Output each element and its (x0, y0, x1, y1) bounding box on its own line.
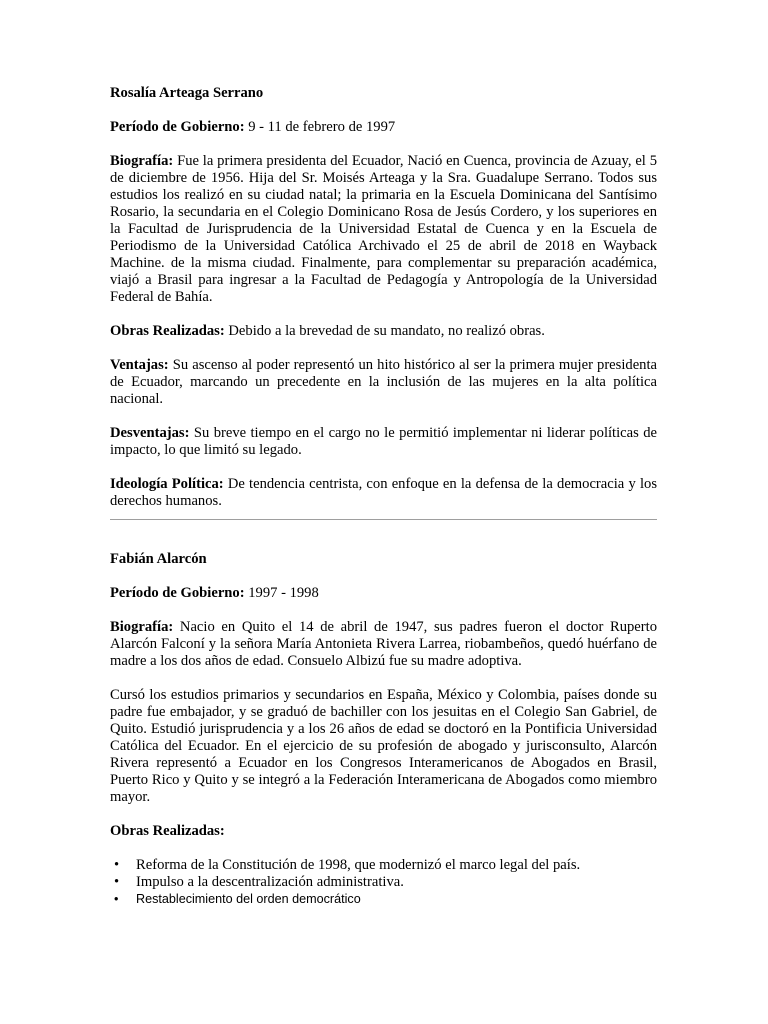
periodo-label: Período de Gobierno: (110, 585, 245, 601)
obras-label: Obras Realizadas: (110, 823, 225, 839)
list-item: • Reforma de la Constitución de 1998, que modernizó el marco legal del país. (136, 857, 657, 874)
ventajas-text: Su ascenso al poder representó un hito histórico al ser la primera mujer presidenta de Ecuador, marcando un precedente en la inclusión de las mujeres en la alta política nacional. (110, 357, 657, 407)
ventajas-paragraph (110, 357, 657, 408)
document-page (110, 85, 657, 908)
biografia-text: Fue la primera presidenta del Ecuador, Nació en Cuenca, provincia de Azuay, el 5 de diciembre de 1956. Hija del Sr. Moisés Arteaga y la Sra. Guadalupe Serrano. Todos sus estudios los realizó en su ciudad natal; la primaria en la Escuela Dominicana del Santísimo Rosario, la secundaria en el Colegio Dominicano Rosa de Jesús Cordero, y los superiores en la Facultad de Jurisprudencia de la Universidad Estatal de Cuenca y en la Escuela de Periodismo de la Universidad Católica Archivado el 25 de abril de 2018 en Wayback Machine. de la misma ciudad. Finalmente, para complementar su preparación académica, viajó a Brasil para ingresar a la Facultad de Pedagogía y Antropología de la Universidad Federal de Bahía. (110, 153, 657, 305)
periodo-value: 1997 - 1998 (244, 585, 319, 601)
president-name: Rosalía Arteaga Serrano (110, 85, 264, 101)
ideologia-paragraph (110, 476, 657, 510)
biografia-paragraph (110, 153, 657, 306)
obras-list (110, 857, 657, 908)
section-divider (110, 519, 657, 520)
periodo-paragraph (110, 585, 657, 602)
list-item: • Impulso a la descentralización administrativa. (136, 874, 657, 891)
desventajas-paragraph (110, 425, 657, 459)
biografia-text: Nacio en Quito el 14 de abril de 1947, sus padres fueron el doctor Ruperto Alarcón Falconí y la señora María Antonieta Rivera Larrea, riobambeños, quedó huérfano de madre a los dos años de edad. Consuelo Albizú fue su madre adoptiva. (110, 619, 657, 669)
desventajas-text: Su breve tiempo en el cargo no le permitió implementar ni liderar políticas de impacto, lo que limitó su legado. (110, 425, 657, 458)
biografia-label: Biografía: (110, 153, 174, 169)
biografia-label: Biografía: (110, 619, 174, 635)
periodo-value: 9 - 11 de febrero de 1997 (244, 119, 396, 135)
ventajas-label: Ventajas: (110, 357, 169, 373)
obras-label: Obras Realizadas: (110, 323, 225, 339)
ideologia-text: De tendencia centrista, con enfoque en la defensa de la democracia y los derechos humanos. (110, 476, 657, 509)
obras-paragraph (110, 323, 657, 340)
periodo-paragraph (110, 119, 657, 136)
president-name: Fabián Alarcón (110, 551, 207, 567)
desventajas-label: Desventajas: (110, 425, 190, 441)
biografia-continuation: Cursó los estudios primarios y secundarios en España, México y Colombia, países donde su padre fue embajador, y se graduó de bachiller con los jesuitas en el Colegio San Gabriel, de Quito. Estudió jurisprudencia y a los 26 años de edad se doctoró en la Pontificia Universidad Católica del Ecuador. En el ejercicio de su profesión de abogado y jurisconsulto, Alarcón Rivera representó a Ecuador en los Congresos Interamericanos de Abogados en Brasil, Puerto Rico y Quito y se integró a la Federación Interamericana de Abogados como miembro mayor. (110, 687, 657, 805)
obras-text: Debido a la brevedad de su mandato, no realizó obras. (224, 323, 545, 339)
list-item: • Restablecimiento del orden democrático (136, 891, 657, 908)
obras-heading (110, 823, 657, 840)
ideologia-label: Ideología Política: (110, 476, 224, 492)
biografia-paragraph (110, 619, 657, 670)
periodo-label: Período de Gobierno: (110, 119, 245, 135)
